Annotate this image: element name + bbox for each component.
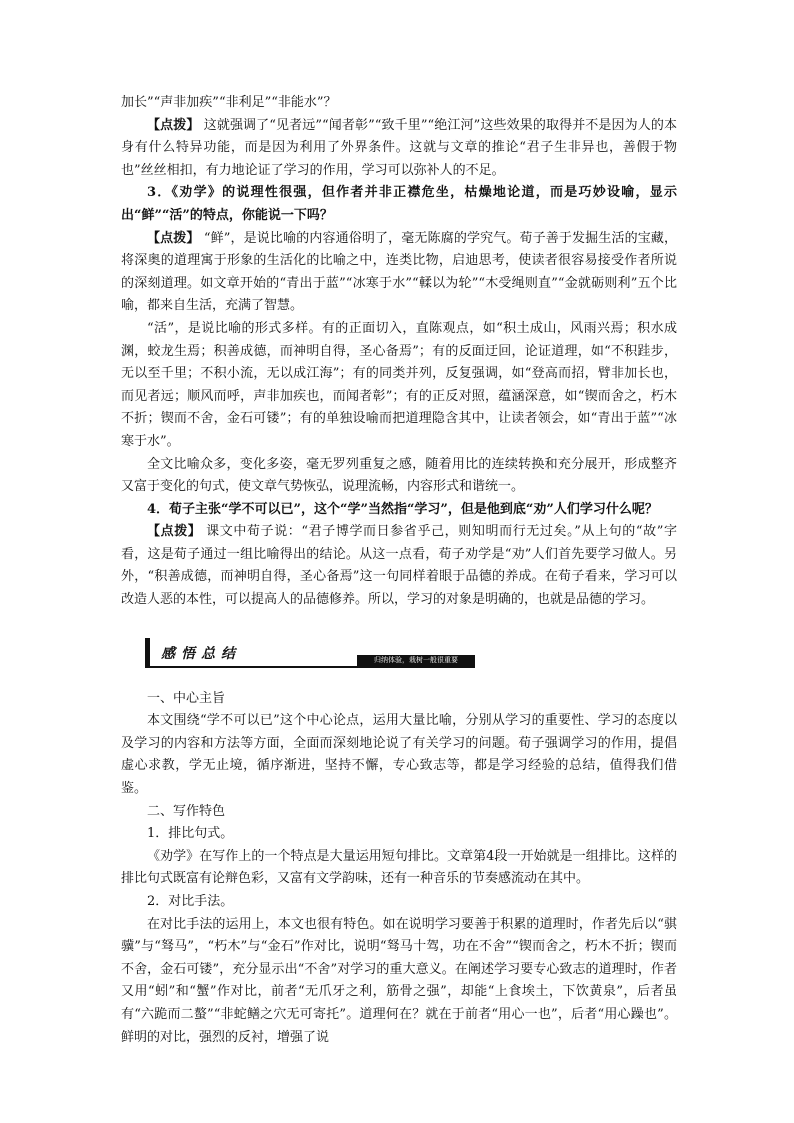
heading-parallelism: 1．排比句式。: [147, 826, 234, 842]
heading-contrast: 2．对比手法。: [147, 894, 234, 909]
paragraph-huo: “活”，是说比喻的形式多样。有的正面切入，直陈观点，如“积土成山，风雨兴焉；积水成渊，蛟龙生焉；积善成德，而神明自得，圣心备焉”；有的反面迂回，论证道理，如“不积跬步，无以至千里；不积小流，无以成江海”；有的同类并列，反复强调，如“登高而招，臂非加长也，而见者远；顺风而呼，声非加疾也，而闻者彰”；有的正反对照，蕴涵深意，如“锲而舍之，朽木不折；锲而不舍，金石可镂”；有的单独设喻而把道理隐含其中，让读者领会，如“青出于蓝”“冰寒于水”。: [121, 320, 677, 449]
banner-title: 感悟总结: [161, 645, 241, 662]
hint-text: 这就强调了“见者远”“闻者彰”“致千里”“绝江河”这些效果的取得并不是因为人的本身有什么特异功能，而是因为利用了外界条件。这就与文章的推论“君子生非异也，善假于物也”丝丝相扣，有力地论证了学习的作用，学习可以弥补人的不足。: [121, 117, 677, 178]
document-page: [121, 92, 677, 1049]
question-3: 3．《劝学》的说理性很强，但作者并非正襟危坐，枯燥地论道，而是巧妙设喻，显示出“鲜”“活”的特点，你能说一下吗？: [121, 185, 677, 223]
paragraph-continued: 加长”“声非加疾”“非利足”“非能水”？: [121, 95, 337, 110]
heading-main-idea: 一、中心主旨: [147, 690, 226, 706]
paragraph-hint-1: [121, 115, 677, 183]
banner-bar: [145, 638, 150, 668]
banner-subtitle: 归纳体验，栽树一般很重要: [357, 655, 475, 666]
hint-text: “鲜”，是说比喻的内容通俗明了，毫无陈腐的学究气。荀子善于发掘生活的宝藏，将深奥的道理寓于形象的生活化的比喻之中，连类比物，启迪思考，使读者很容易接受作者所说的深刻道理。如文章开始的“青出于蓝”“冰寒于水”“輮以为轮”“木受绳则直”“金就砺则利”五个比喻，都来自生活，充满了智慧。: [121, 230, 677, 314]
banner-rule: [150, 666, 475, 668]
heading-writing-features: 二、写作特色: [147, 803, 226, 819]
section-banner: [145, 638, 475, 668]
paragraph-main-idea: 本文围绕“学不可以已”这个中心论点，运用大量比喻，分别从学习的重要性、学习的态度以及学习的内容和方法等方面，全面而深刻地论说了有关学习的问题。荀子强调学习的作用，提倡虚心求教，学无止境，循序渐进，坚持不懈，专心致志等，都是学习经验的总结，值得我们借鉴。: [121, 713, 677, 797]
question-4: 4．荀子主张“学不可以已”，这个“学”当然指“学习”，但是他到底“劝”人们学习什么呢？: [147, 501, 658, 517]
hint-text: 课文中荀子说：“君子博学而日参省乎己，则知明而行无过矣。”从上句的“故”字看，这是荀子通过一组比喻得出的结论。从这一点看，荀子劝学是“劝”人们首先要学习做人。另外，“积善成德，而神明自得，圣心备焉”这一句同样着眼于品德的养成。在荀子看来，学习可以改造人恶的本性，可以提高人的品德修养。所以，学习的对象是明确的，也就是品德的学习。: [121, 524, 677, 608]
paragraph-parallelism: 《劝学》在写作上的一个特点是大量运用短句排比。文章第4段一开始就是一组排比。这样的排比句式既富有论辩色彩，又富有文学韵味，还有一种音乐的节奏感流动在其中。: [121, 848, 677, 887]
hint-tag: 【点拨】: [147, 524, 202, 540]
paragraph-summary: 全文比喻众多，变化多姿，毫无罗列重复之感，随着用比的连续转换和充分展开，形成整齐又富于变化的句式，使文章气势恢弘，说理流畅，内容形式和谐统一。: [121, 456, 677, 495]
hint-tag: 【点拨】: [147, 230, 200, 246]
paragraph-hint-3: [121, 228, 677, 318]
paragraph-contrast: 在对比手法的运用上，本文也很有特色。如在说明学习要善于积累的道理时，作者先后以“骐骥”与“驽马”，“朽木”与“金石”作对比，说明“驽马十驾，功在不舍”“锲而舍之，朽木不折；锲而不舍，金石可镂”，充分显示出“不舍”对学习的重大意义。在阐述学习要专心致志的道理时，作者又用“蚓”和“蟹”作对比，前者“无爪牙之利，筋骨之强”，却能“上食埃土，下饮黄泉”，后者虽有“六跪而二螯”“非蛇鳝之穴无可寄托”。道理何在？就在于前者“用心一也”，后者“用心躁也”。鲜明的对比，强烈的反衬，增强了说: [121, 916, 677, 1045]
paragraph-hint-4: [121, 521, 677, 611]
hint-tag: 【点拨】: [147, 117, 200, 133]
